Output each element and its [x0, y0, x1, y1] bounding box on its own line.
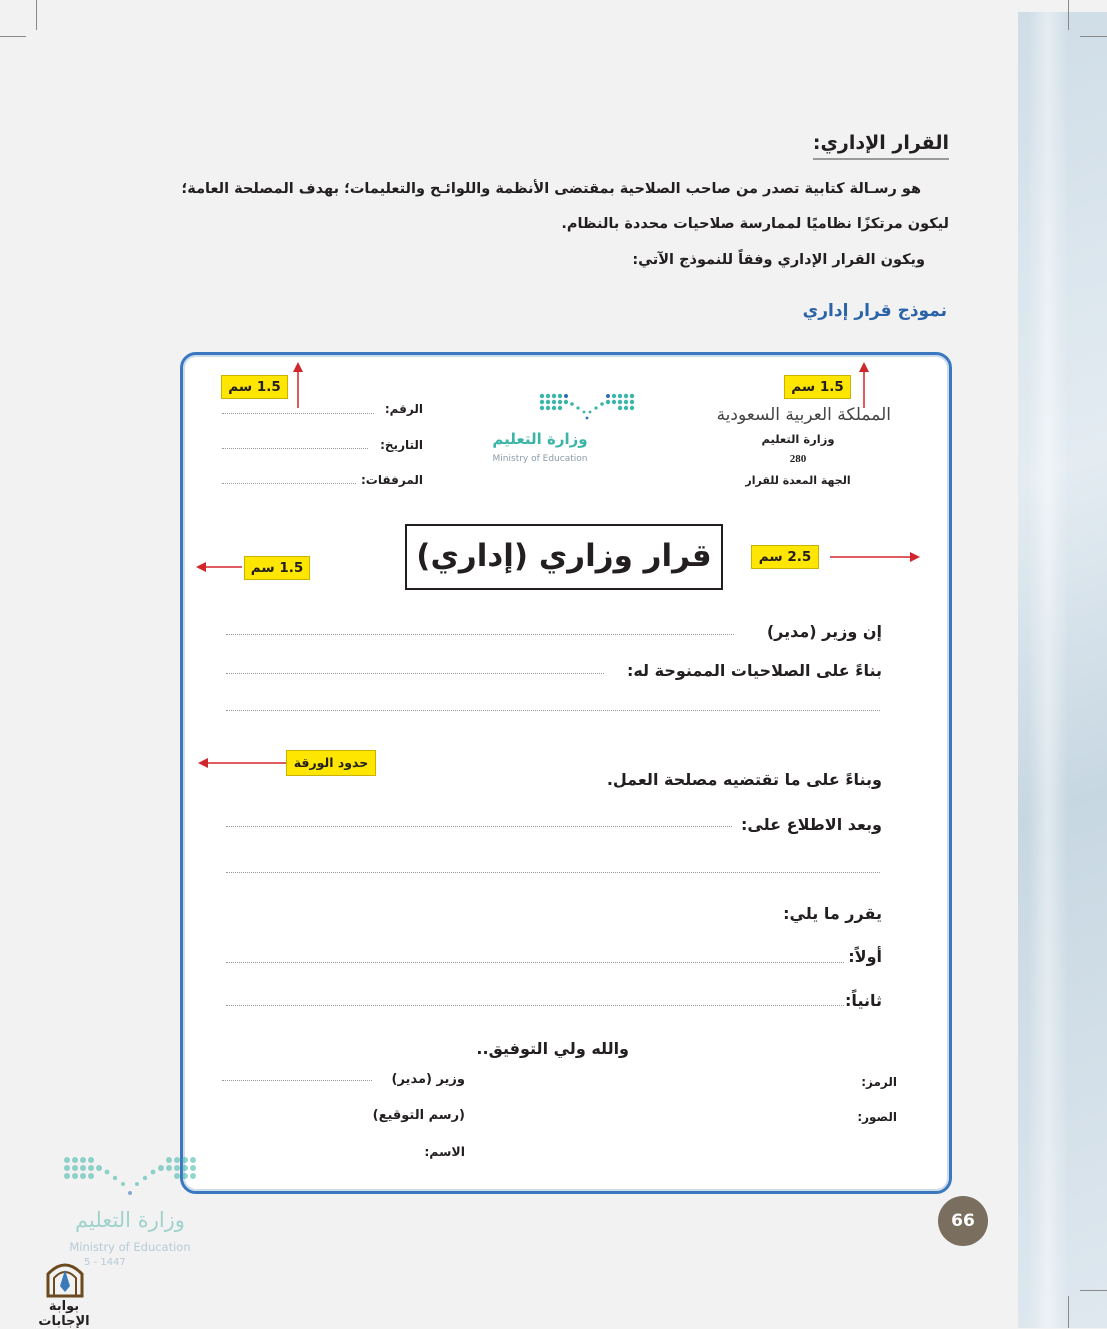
- watermark-name-en: Ministry of Education: [69, 1240, 191, 1254]
- watermark-logo-icon: [62, 1155, 198, 1199]
- ministry-logo-icon: [538, 392, 636, 422]
- date-label: التاريخ:: [380, 438, 423, 452]
- number-label: الرقم:: [384, 402, 423, 416]
- decides-line: يقرر ما يلي:: [783, 904, 882, 923]
- powers-line: بناءً على الصلاحيات الممنوحة له:: [626, 661, 882, 680]
- closing-line: والله ولي التوفيق..: [476, 1039, 629, 1058]
- crop-mark: [1080, 36, 1107, 37]
- subheading: نموذج قرار إداري: [802, 301, 947, 321]
- code-label: الرمز:: [861, 1075, 897, 1089]
- copies-label: الصور:: [857, 1110, 897, 1124]
- arrow-right-icon: [830, 549, 920, 565]
- issuer-label: الجهة المعدة للقرار: [745, 474, 851, 487]
- crop-mark: [1068, 0, 1069, 30]
- dotted-line: [222, 448, 368, 449]
- dotted-line: [222, 483, 356, 484]
- reference-number: 280: [789, 453, 807, 465]
- work-interest-line: وبناءً على ما تقتضيه مصلحة العمل.: [606, 770, 882, 789]
- margin-tag-left: 1.5 سم: [244, 556, 310, 580]
- definition-line-2: ليكون مرتكزًا نظاميًا لممارسة صلاحيات محددة بالنظام.: [561, 216, 949, 232]
- definition-line-1: هو رسـالة كتابية تصدر من صاحب الصلاحية بمقتضى الأنظمة واللوائـح والتعليمات؛ بهدف المصلحة العامة؛: [181, 181, 921, 197]
- attachments-label: المرفقات:: [361, 473, 423, 487]
- definition-line-3: ويكون القرار الإداري وفقاً للنموذج الآتي:: [632, 252, 925, 268]
- signature-label: (رسم التوقيع): [372, 1108, 465, 1123]
- dotted-line: [226, 826, 732, 827]
- logo-name-ar: وزارة التعليم: [492, 430, 588, 448]
- dotted-line: [226, 634, 734, 635]
- first-item: أولاً:: [848, 947, 882, 966]
- page-number-badge: 66: [938, 1196, 988, 1246]
- dotted-line: [226, 710, 880, 711]
- crop-mark: [36, 0, 37, 30]
- review-line: وبعد الاطلاع على:: [741, 815, 882, 834]
- margin-tag-top-right: 1.5 سم: [784, 375, 851, 399]
- dotted-line: [222, 413, 374, 414]
- margin-tag-right: 2.5 سم: [751, 545, 819, 569]
- ministry-name: وزارة التعليم: [761, 432, 835, 446]
- kingdom-name: المملكة العربية السعودية: [716, 405, 891, 425]
- minister-line: إن وزير (مدير): [766, 622, 882, 641]
- dotted-line: [226, 673, 604, 674]
- dotted-line: [226, 1005, 844, 1006]
- dotted-line: [226, 962, 844, 963]
- signer-title: وزير (مدير): [391, 1072, 465, 1087]
- arrow-left-icon: [196, 559, 242, 575]
- arrow-left-icon: [198, 755, 286, 771]
- logo-name-en: Ministry of Education: [492, 454, 588, 464]
- margin-tag-top-left: 1.5 سم: [221, 375, 288, 399]
- dotted-line: [226, 872, 880, 873]
- site-logo-text: بوابة الإجابات: [38, 1299, 90, 1329]
- margin-tag-paper-edge: حدود الورقة: [286, 750, 376, 776]
- section-heading: القرار الإداري:: [813, 132, 949, 160]
- decision-title: قرار وزاري (إداري): [405, 524, 723, 590]
- dotted-line: [222, 1080, 372, 1081]
- site-logo-icon: [44, 1256, 86, 1298]
- crop-mark: [0, 36, 26, 37]
- arrow-up-icon: [290, 362, 306, 408]
- watermark-name-ar: وزارة التعليم: [75, 1208, 185, 1232]
- crop-mark: [1080, 1290, 1107, 1291]
- watermark-year: 5 - 1447: [84, 1257, 126, 1268]
- name-label: الاسم:: [424, 1144, 465, 1159]
- second-item: ثانياً:: [845, 991, 882, 1010]
- crop-mark: [1068, 1296, 1069, 1328]
- decorative-side-strip: [1018, 12, 1107, 1328]
- arrow-up-icon: [856, 362, 872, 408]
